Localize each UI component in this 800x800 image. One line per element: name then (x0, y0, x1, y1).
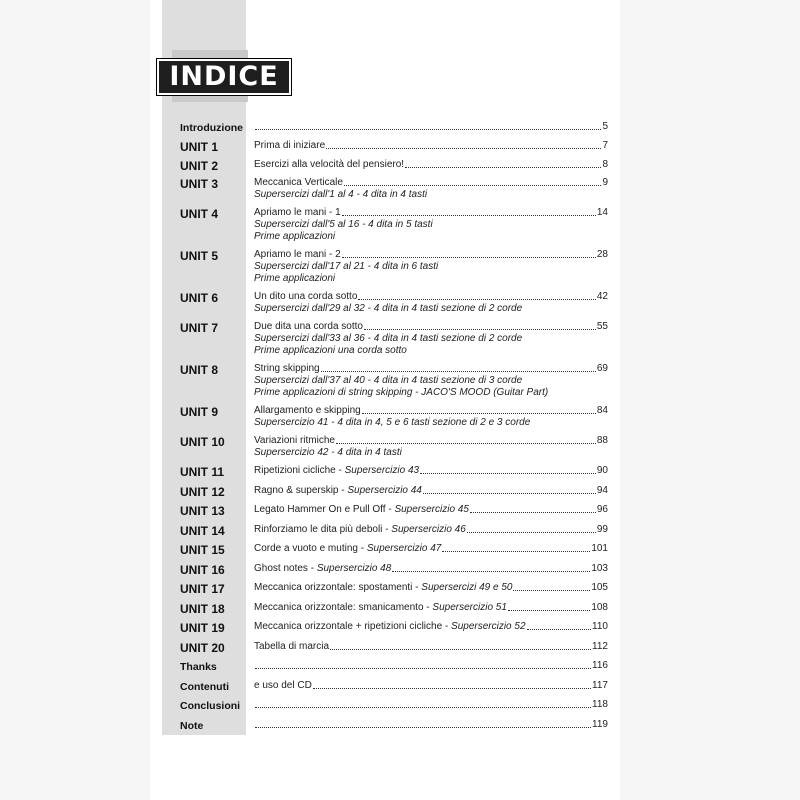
toc-entry-title: Meccanica orizzontale + ripetizioni cicliche - Supersercizio 52 (254, 621, 526, 632)
page-number: 112 (592, 640, 608, 652)
toc-entry-subline: Supersercizi dall'5 al 16 - 4 dita in 5 tasti (254, 219, 433, 230)
toc-entry-content (254, 621, 608, 633)
toc-entry-exercise: Supersercizio 48 (316, 562, 392, 574)
toc-entry-label: Contenuti (180, 680, 229, 693)
page-number: 116 (592, 660, 608, 671)
toc-entry-title: Prima di iniziare (254, 140, 326, 151)
dot-leader (358, 299, 595, 300)
toc-entry (180, 140, 608, 159)
toc-entry-exercise: Supersercizio 46 (391, 523, 466, 535)
toc-entry-label: UNIT 10 (180, 435, 225, 449)
table-of-contents (180, 121, 608, 738)
toc-entry-content (254, 543, 608, 555)
toc-entry-exercise: Supersercizio 51 (432, 601, 507, 613)
dot-leader (420, 473, 596, 474)
toc-entry-content (254, 680, 608, 692)
dot-leader (342, 215, 596, 216)
toc-entry-content (254, 291, 608, 315)
toc-entry-label: UNIT 18 (180, 601, 225, 616)
toc-entry-exercise: Supersercizio 45 (394, 504, 469, 515)
toc-entry (180, 249, 608, 291)
toc-entry-exercise: Supersercizi 49 e 50 (421, 582, 513, 593)
toc-entry (180, 641, 608, 661)
page-number: 118 (592, 699, 608, 710)
toc-entry-subline: Prime applicazioni una corda sotto (254, 345, 407, 356)
toc-entry-title: Due dita una corda sotto (254, 321, 363, 332)
toc-entry-content (254, 719, 608, 731)
toc-entry (180, 602, 608, 622)
toc-entry (180, 504, 608, 524)
dot-leader (392, 571, 590, 572)
dot-leader (344, 185, 602, 186)
toc-entry-title: Un dito una corda sotto (254, 291, 358, 302)
toc-entry-subline: Supersercizio 41 - 4 dita in 4, 5 e 6 tasti sezione di 2 e 3 corde (254, 417, 531, 428)
toc-entry-content (254, 435, 608, 459)
page-number: 96 (596, 504, 608, 515)
toc-entry-label: Thanks (180, 661, 217, 673)
toc-entry-exercise: Supersercizio 52 (451, 621, 526, 632)
toc-entry (180, 321, 608, 363)
toc-entry-title: String skipping (254, 363, 320, 374)
toc-entry-subline: Supersercizi dall'17 al 21 - 4 dita in 6 tasti (254, 261, 439, 272)
toc-entry-content (254, 563, 608, 575)
toc-entry (180, 159, 608, 177)
toc-entry-content (254, 405, 608, 429)
toc-entry (180, 291, 608, 321)
toc-entry-content (254, 504, 608, 516)
toc-entry-title: Tabella di marcia (254, 640, 330, 652)
dot-leader (364, 329, 596, 330)
toc-entry-label: Introduzione (180, 122, 243, 134)
toc-entry-label: Note (180, 719, 204, 732)
dot-leader (513, 590, 590, 591)
toc-entry-label: UNIT 6 (180, 291, 219, 305)
toc-entry-label: UNIT 14 (180, 523, 225, 538)
toc-entry-label: UNIT 11 (180, 465, 225, 479)
dot-leader (442, 551, 590, 552)
toc-entry-content (254, 321, 608, 357)
toc-entry-label: UNIT 1 (180, 140, 219, 154)
page-title: INDICE (169, 61, 279, 92)
toc-entry-title: Corde a vuoto e muting - Supersercizio 47 (254, 543, 442, 554)
page-number: 55 (596, 321, 608, 332)
dot-leader (405, 167, 601, 168)
toc-entry-subline: Prime applicazioni (254, 273, 336, 284)
page-number: 110 (592, 621, 608, 632)
toc-entry-subline: Supersercizi dall'1 al 4 - 4 dita in 4 tasti (254, 189, 428, 200)
toc-entry-exercise: Supersercizio 43 (344, 465, 420, 476)
dot-leader (255, 707, 591, 708)
toc-entry-label: UNIT 20 (180, 640, 225, 655)
toc-entry (180, 660, 608, 680)
page-number: 88 (596, 435, 608, 446)
toc-entry-content (254, 363, 608, 399)
toc-entry-label: UNIT 9 (180, 405, 219, 419)
toc-entry-content (254, 641, 608, 653)
title-banner (156, 58, 292, 96)
toc-entry-label: UNIT 8 (180, 363, 219, 377)
toc-entry-label: UNIT 5 (180, 249, 219, 263)
dot-leader (342, 257, 596, 258)
toc-entry (180, 485, 608, 505)
toc-entry (180, 543, 608, 563)
toc-entry-content (254, 465, 608, 477)
page-number: 42 (596, 291, 608, 302)
toc-entry-label: UNIT 19 (180, 621, 225, 635)
page-number: 84 (596, 405, 608, 416)
toc-entry (180, 582, 608, 602)
toc-entry (180, 621, 608, 641)
toc-entry-subline: Supersercizio 42 - 4 dita in 4 tasti (254, 447, 402, 458)
toc-entry (180, 680, 608, 700)
dot-leader (336, 443, 596, 444)
toc-entry-content (254, 121, 608, 133)
toc-entry-content (254, 140, 608, 152)
toc-entry-title: Legato Hammer On e Pull Off - Supersercizio 45 (254, 504, 469, 515)
toc-entry-label: UNIT 7 (180, 321, 219, 335)
toc-entry-title: Allargamento e skipping (254, 405, 361, 416)
toc-entry-title: Apriamo le mani - 1 (254, 207, 341, 218)
toc-entry-title: Apriamo le mani - 2 (254, 249, 341, 260)
toc-entry-label: Conclusioni (180, 700, 241, 712)
dot-leader (508, 610, 590, 611)
toc-entry-content (254, 660, 608, 672)
toc-entry-subline: Prime applicazioni (254, 231, 336, 242)
toc-entry-title: Meccanica orizzontale: spostamenti - Supersercizi 49 e 50 (254, 582, 513, 593)
toc-entry-subline: Prime applicazioni di string skipping - JACO'S MOOD (Guitar Part) (254, 387, 549, 398)
toc-entry (180, 177, 608, 207)
page-number: 99 (596, 523, 608, 535)
page-number: 90 (596, 465, 608, 476)
dot-leader (527, 629, 592, 630)
toc-entry-title: e uso del CD (254, 679, 312, 691)
toc-entry-label: UNIT 2 (180, 159, 219, 173)
toc-entry-label: UNIT 13 (180, 504, 225, 518)
toc-entry (180, 719, 608, 739)
page-number: 119 (592, 718, 608, 730)
page-number: 105 (591, 582, 608, 593)
toc-entry-subline: Supersercizi dall'37 al 40 - 4 dita in 4 tasti sezione di 3 corde (254, 375, 523, 386)
dot-leader (255, 129, 601, 130)
toc-entry-title: Variazioni ritmiche (254, 435, 335, 446)
toc-entry (180, 405, 608, 435)
dot-leader (313, 688, 591, 689)
dot-leader (321, 371, 596, 372)
page-number: 5 (602, 121, 608, 132)
toc-entry (180, 563, 608, 583)
page-number: 69 (596, 363, 608, 374)
page-number: 103 (591, 562, 608, 574)
page-number: 117 (592, 679, 608, 691)
toc-entry-exercise: Supersercizio 47 (366, 543, 442, 554)
toc-entry-title: Ripetizioni cicliche - Supersercizio 43 (254, 465, 420, 476)
toc-entry-label: UNIT 16 (180, 562, 225, 577)
dot-leader (255, 727, 591, 728)
toc-entry-content (254, 249, 608, 285)
toc-entry (180, 121, 608, 140)
dot-leader (423, 493, 596, 494)
page-number: 94 (596, 484, 608, 496)
toc-entry (180, 699, 608, 719)
dot-leader (255, 668, 591, 669)
toc-entry-title: Meccanica orizzontale: smanicamento - Supersercizio 51 (254, 601, 507, 613)
toc-entry-content (254, 524, 608, 536)
toc-entry-content (254, 485, 608, 497)
toc-entry-content (254, 699, 608, 711)
dot-leader (467, 532, 596, 533)
toc-entry-label: UNIT 15 (180, 543, 225, 557)
toc-entry-subline: Supersercizi dall'33 al 36 - 4 dita in 4 tasti sezione di 2 corde (254, 333, 523, 344)
page-number: 8 (602, 159, 608, 170)
toc-entry-label: UNIT 12 (180, 484, 225, 499)
toc-entry-title: Esercizi alla velocità del pensiero! (254, 159, 405, 170)
toc-entry (180, 435, 608, 465)
toc-entry-content (254, 159, 608, 171)
toc-entry (180, 524, 608, 544)
page-number: 101 (591, 543, 608, 554)
dot-leader (470, 512, 596, 513)
toc-entry-title: Rinforziamo le dita più deboli - Supersercizio 46 (254, 523, 466, 535)
toc-entry-title: Ragno & superskip - Supersercizio 44 (254, 484, 422, 496)
toc-entry-content (254, 582, 608, 594)
page-number: 28 (596, 249, 608, 260)
toc-entry-title: Meccanica Verticale (254, 177, 343, 188)
toc-entry-subline: Supersercizi dall'29 al 32 - 4 dita in 4 tasti sezione di 2 corde (254, 303, 523, 314)
toc-entry-label: UNIT 3 (180, 177, 219, 191)
dot-leader (362, 413, 596, 414)
toc-entry-label: UNIT 17 (180, 582, 225, 596)
toc-entry-content (254, 207, 608, 243)
toc-entry-title: Ghost notes - Supersercizio 48 (254, 562, 392, 574)
page-number: 9 (602, 177, 608, 188)
page-number: 7 (602, 140, 608, 151)
page-number: 14 (596, 207, 608, 218)
toc-entry-content (254, 602, 608, 614)
toc-entry-content (254, 177, 608, 201)
toc-entry-label: UNIT 4 (180, 207, 219, 221)
toc-entry (180, 207, 608, 249)
toc-entry (180, 465, 608, 485)
dot-leader (330, 649, 591, 650)
page-number: 108 (591, 601, 608, 613)
toc-entry (180, 363, 608, 405)
dot-leader (326, 148, 601, 149)
toc-entry-exercise: Supersercizio 44 (347, 484, 422, 496)
